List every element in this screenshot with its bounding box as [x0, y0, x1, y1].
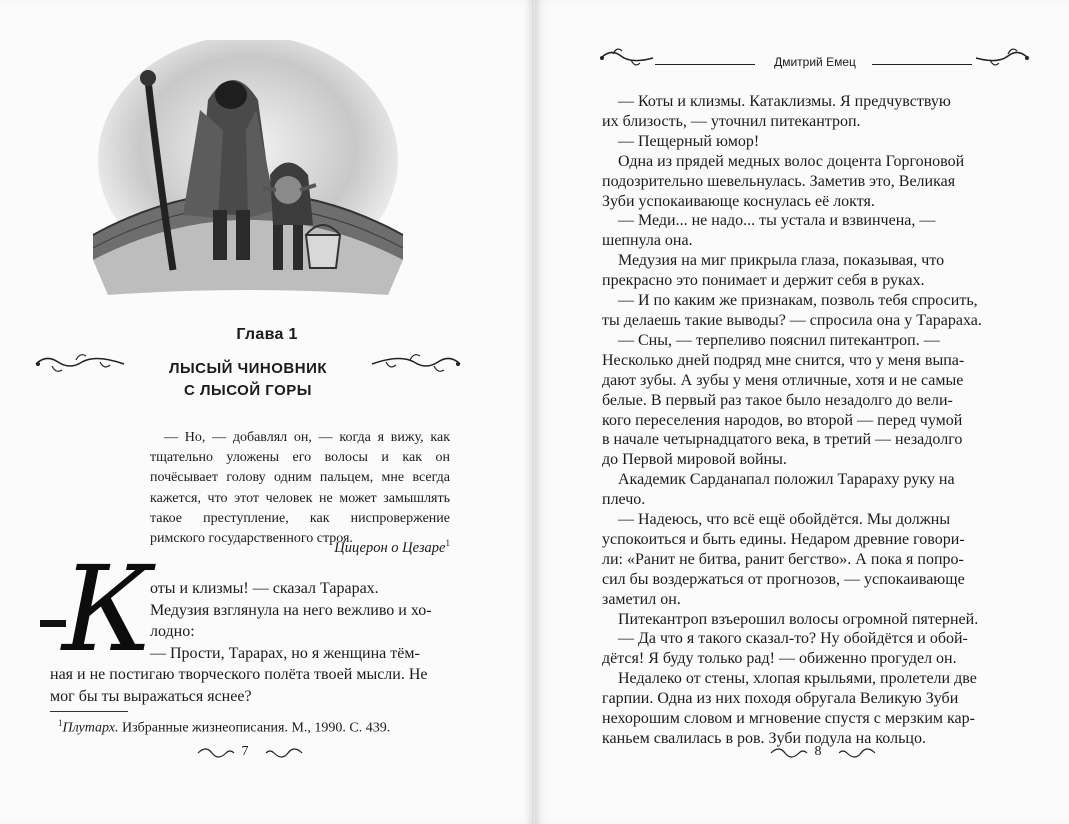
footnote-reference: 1: [445, 538, 450, 548]
footnote-author: Плутарх.: [62, 720, 119, 736]
body-line: белые. В первый раз такое было незадолго до вели-: [602, 391, 953, 409]
body-line: успокоиться и быть едины. Недаром древние говори-: [602, 530, 965, 548]
page-number-right: 8: [814, 744, 822, 759]
footnote-text: Избранные жизнеописания. М., 1990. С. 439.: [118, 720, 391, 736]
body-line: каньем свалилась в ров. Зуби подула на кольцо.: [602, 730, 926, 747]
body-line: — Меди... не надо... ты устала и взвинчена, —: [618, 212, 936, 230]
flourish-ornament-icon: [368, 352, 464, 376]
dropcap-letter: К: [62, 540, 154, 678]
body-line: Медузия на миг прикрыла глаза, показывая, что: [618, 252, 945, 270]
body-line: Недалеко от стены, хлопая крыльями, пролетели две: [618, 670, 977, 688]
body-line: — Пещерный юмор!: [618, 132, 760, 150]
body-line: — И по каким же признакам, позволь тебя спросить,: [618, 292, 978, 310]
header-flourish-icon: [972, 44, 1032, 70]
body-line: Зуби успокаивающе коснулась её локтя.: [602, 192, 875, 210]
body-line: шепнула она.: [602, 232, 693, 250]
body-line: сил бы воздержаться от прогнозов, — успокаивающе: [602, 570, 965, 588]
body-line: — Прости, Тарарах, но я женщина тём-: [150, 644, 420, 662]
body-line: Несколько дней подряд мне снится, что у меня выпа-: [602, 351, 965, 369]
body-line: нехорошим словом и мгновение спустя с мерзким кар-: [602, 710, 975, 728]
body-line: ная и не постигаю творческого полёта твоей мысли. Не: [50, 666, 428, 683]
body-line: мог бы ты выражаться яснее?: [50, 687, 252, 705]
body-text-wide: [50, 664, 446, 707]
chapter-title-line-1: ЛЫСЫЙ ЧИНОВНИК: [168, 360, 328, 377]
chapter-title: [140, 358, 356, 402]
body-line: ты делаешь такие выводы? — спросила она у Тарараха.: [602, 311, 982, 329]
footnote: [58, 714, 390, 738]
body-line: их близость, — уточнил питекантроп.: [602, 112, 861, 130]
epigraph: — Но, — добавлял он, — когда я вижу, как тщательно уложены его волосы и как он почёсывает голову одним пальцем, мне всегда кажется, что этот человек не может замышлять такое преступление, как ниспровержение римского государственного строя.: [150, 430, 450, 547]
body-line: — Сны, — терпеливо пояснил питекантроп. —: [618, 331, 940, 349]
body-line: — Надеюсь, что всё ещё обойдётся. Мы должны: [618, 511, 951, 529]
footnote-divider: [50, 711, 128, 712]
body-line: Медузия взглянула на него вежливо и хо-: [150, 601, 432, 619]
body-line: гарпии. Одна из них походя обругала Великую Зуби: [602, 690, 959, 708]
header-rule-right: [872, 64, 972, 65]
body-line: оты и клизмы! — сказал Тарарах.: [150, 580, 379, 597]
right-page-body: [602, 92, 1018, 749]
body-line: лодно:: [150, 623, 195, 640]
body-line: до Первой мировой войны.: [602, 451, 787, 469]
page-number-left: 7: [241, 744, 249, 759]
body-line: в начале четырнадцатого века, в третий — незадолго: [602, 431, 963, 449]
body-line: плечо.: [602, 491, 646, 509]
body-line: ли: «Ранит не битва, ранит бегство». А пока я попро-: [602, 550, 964, 568]
epigraph-source-text: Цицерон о Цезаре: [334, 539, 446, 556]
body-text-narrow: [150, 578, 446, 664]
body-line: подозрительно шевельнулась. Заметив это, Великая: [602, 172, 956, 190]
body-line: — Да что я такого сказал-то? Ну обойдётся и обой-: [618, 630, 968, 648]
left-page: [0, 0, 534, 824]
body-line: — Коты и клизмы. Катаклизмы. Я предчувствую: [618, 93, 951, 110]
epigraph-source: [150, 538, 450, 557]
page-number-ornament-icon: [837, 744, 877, 762]
chapter-label: Глава 1: [236, 326, 298, 343]
chapter-title-line-2: С ЛЫСОЙ ГОРЫ: [184, 382, 312, 399]
footnote-mark: 1: [58, 718, 63, 728]
header-flourish-icon: [597, 44, 657, 70]
flourish-ornament-icon: [32, 352, 128, 376]
body-line: прекрасно это понимает и держит себя в руках.: [602, 272, 925, 290]
chapter-illustration: [88, 40, 408, 300]
body-line: Академик Сарданапал положил Тарараху руку на: [618, 471, 955, 489]
body-line: Питекантроп взъерошил волосы огромной пятерней.: [618, 610, 979, 628]
running-header: Дмитрий Емец: [774, 55, 856, 69]
header-rule-left: [655, 64, 755, 65]
body-line: Одна из прядей медных волос доцента Горгоновой: [618, 152, 965, 170]
body-line: дают зубы. А зубы у меня отличные, хотя и не самые: [602, 371, 964, 389]
body-line: дётся! Я буду только рад! — обиженно прогудел он.: [602, 650, 957, 668]
page-number-ornament-icon: [264, 744, 304, 762]
body-line: заметил он.: [602, 590, 681, 608]
body-line: кого переселения народов, во второй — перед чумой: [602, 411, 963, 429]
